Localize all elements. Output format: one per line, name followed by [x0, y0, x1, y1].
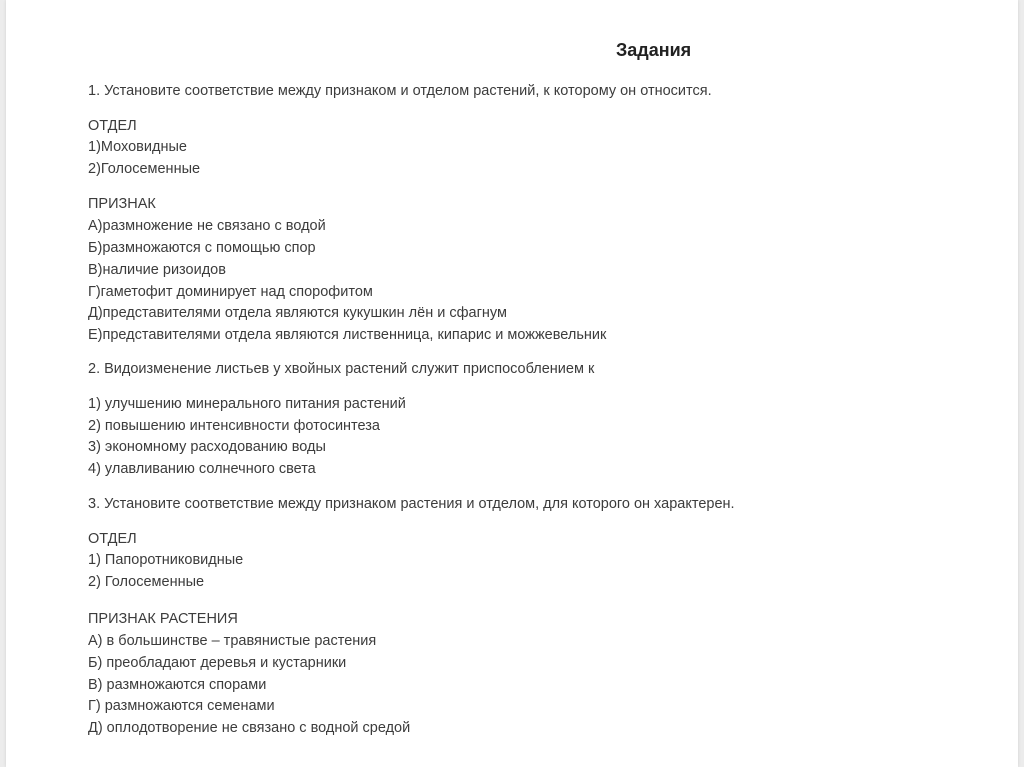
task3-feature-item: Б) преобладают деревья и кустарники — [88, 655, 347, 671]
task1-feature-item: Д)представителями отдела являются кукушкин лён и сфагнум — [88, 305, 507, 321]
task3-dept-item: 1) Папоротниковидные — [88, 552, 244, 568]
task1-feature-item: А)размножение не связано с водой — [88, 218, 326, 234]
task1-dept-item: 1)Моховидные — [88, 139, 187, 155]
task1-feature-item: Е)представителями отдела являются лиственница, кипарис и можжевельник — [88, 327, 607, 343]
task3-dept-item: 2) Голосеменные — [88, 574, 205, 590]
slide-page — [6, 0, 1018, 767]
task3-question: 3. Установите соответствие между признаком растения и отделом, для которого он характерен. — [88, 496, 735, 512]
task1-dept-item: 2)Голосеменные — [88, 161, 201, 177]
task1-feature-item: Г)гаметофит доминирует над спорофитом — [88, 284, 373, 300]
task1-dept-header: ОТДЕЛ — [88, 118, 137, 134]
task2-option: 3) экономному расходованию воды — [88, 439, 326, 455]
task2-option: 2) повышению интенсивности фотосинтеза — [88, 418, 380, 434]
task3-feature-item: Г) размножаются семенами — [88, 698, 275, 714]
page-title: Задания — [616, 40, 692, 60]
task2-option: 4) улавливанию солнечного света — [88, 461, 316, 477]
task1-feature-header: ПРИЗНАК — [88, 196, 156, 212]
task2-option: 1) улучшению минерального питания растений — [88, 396, 406, 412]
task1-feature-item: Б)размножаются с помощью спор — [88, 240, 316, 256]
task3-feature-header: ПРИЗНАК РАСТЕНИЯ — [88, 611, 238, 627]
task3-feature-item: А) в большинстве – травянистые растения — [88, 633, 377, 649]
task2-question: 2. Видоизменение листьев у хвойных растений служит приспособлением к — [88, 361, 595, 377]
task1-feature-item: В)наличие ризоидов — [88, 262, 226, 278]
task3-feature-item: В) размножаются спорами — [88, 677, 267, 693]
task3-feature-item: Д) оплодотворение не связано с водной средой — [88, 720, 411, 736]
task1-question: 1. Установите соответствие между признаком и отделом растений, к которому он относится. — [88, 83, 712, 99]
task3-dept-header: ОТДЕЛ — [88, 531, 137, 547]
